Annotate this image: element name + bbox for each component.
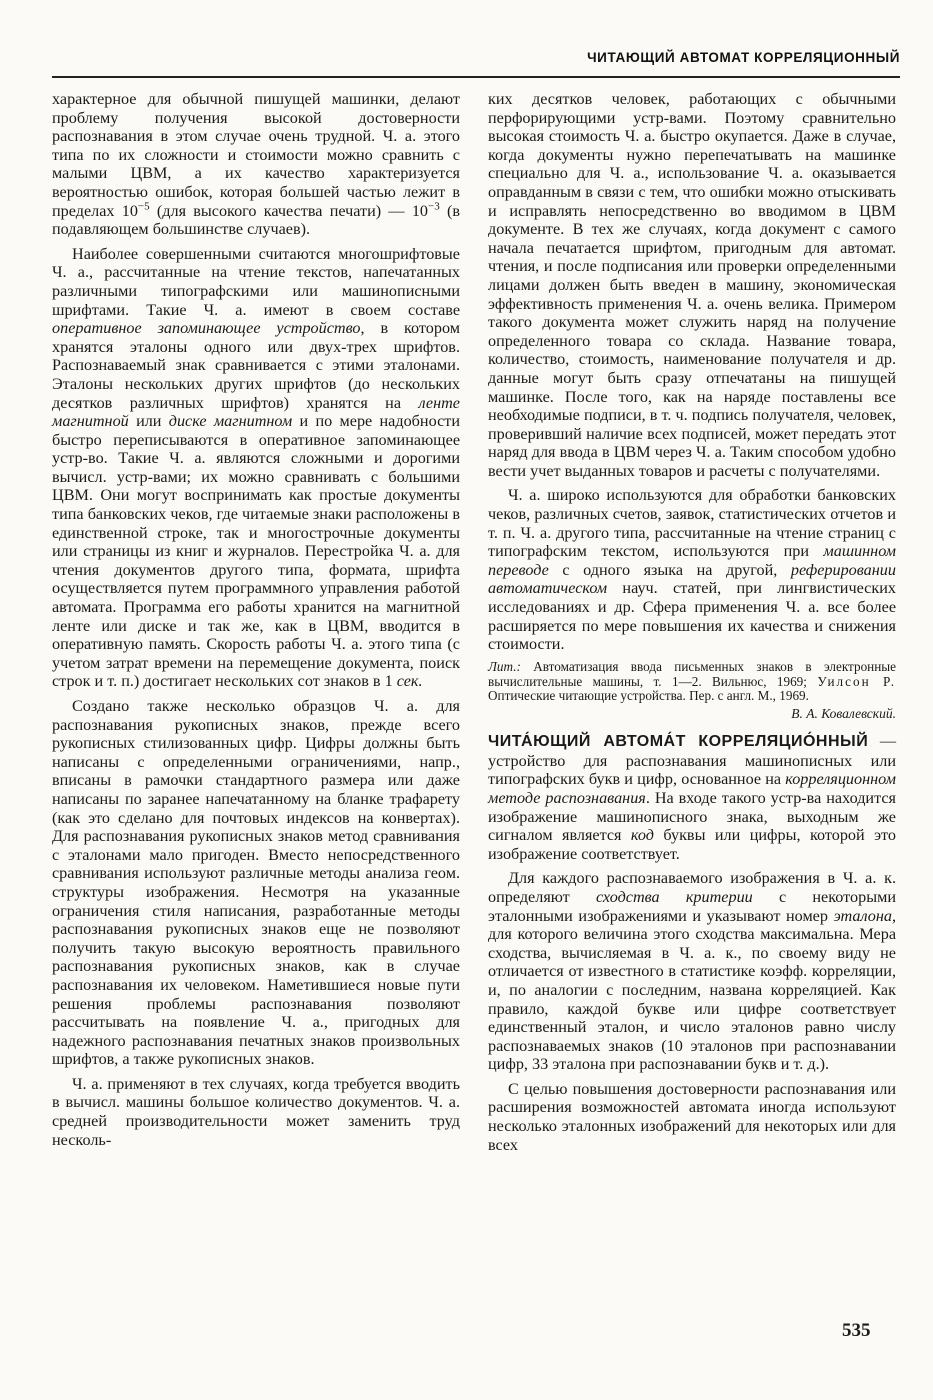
right-column — [488, 90, 896, 1160]
paragraph — [488, 869, 896, 1074]
header-rule — [52, 76, 900, 78]
cross-reference: эталона — [833, 906, 892, 925]
cross-reference: сходства критерии — [595, 887, 753, 906]
paragraph: Ч. а. применяют в тех случаях, когда требуется вводить в вычисл. машины большое количество документов. Ч. а. средней производительности может заменить труд несколь- — [52, 1074, 460, 1149]
text-run: — устройство для распознавания машинописных или типографских букв и цифр, основанное на — [488, 732, 897, 789]
paragraph: ких десятков человек, работающих с обычными перфорирующими устр-вами. Поэтому сравнительно высокая стоимость Ч. а. быстро окупается. Даже в случае, когда документы нужно перепечатывать на машинке специально для Ч. а., использование Ч. а. оказывается оправданным в связи с тем, что ошибки можно отыскивать и исправлять непосредственно во вводимом в ЦВМ документе. В тех же случаях, когда документ с самого начала печатается шрифтом, пригодным для автомат. чтения, и после подписания или проверки определенными лицами должен быть введен в машину, экономическая эффективность применения Ч. а. очень велика. Примером такого документа может служить наряд на получение определенного товара со склада. Название товара, количество, стоимость, наименование получателя и др. данные могут быть сразу отпечатаны на пишущей машинке. После того, как на наряде поставлены все необходимые подписи, в т. ч. подпись получателя, человек, проверивший наличие всех подписей, может передать этот наряд для ввода в ЦВМ через Ч. а. Таким способом удобно вести учет выданных товаров и расчеты с получателями. — [488, 90, 896, 480]
page-number: 535 — [842, 1320, 871, 1341]
cross-reference: ленте магнитной — [52, 393, 460, 431]
text-run: с некоторыми эталонными изображениями и указывают номер — [488, 887, 896, 925]
running-head: ЧИТАЮЩИЙ АВТОМАТ КОРРЕЛЯЦИОННЫЙ — [587, 50, 900, 65]
cross-reference: реферировании автоматическом — [488, 560, 896, 598]
left-column — [52, 90, 460, 1155]
text-run: , в котором хранятся эталоны одного или двух-трех шрифтов. Распознаваемый знак сравнивается с этими эталонами. Эталоны нескольких других шрифтов (до нескольких десятков различных шрифтов) хранятся на — [52, 319, 460, 412]
text-run: Для каждого распознаваемого изображения в Ч. а. к. определяют — [488, 869, 896, 906]
text-run: буквы или цифры, которой это изображение соответствует. — [488, 826, 896, 863]
text-run: , для которого величина этого сходства максимальна. Мера сходства, вычисляемая в Ч. а. к., по своему виду не отличается от известного в статистике коэфф. корреляции, и, по аналогии с последним, названа корреляцией. Как правило, каждой букве или цифре соответствует единственный эталон, и число эталонов равно числу распознаваемых знаков (10 эталонов при распознавании цифр, 33 эталона при распознавании букв и т. д.). — [488, 906, 896, 1074]
superscript: −3 — [428, 200, 440, 213]
author: Уилсон Р. — [817, 673, 896, 689]
paragraph — [52, 90, 460, 239]
text-run: (для высокого качества печати) — 10 — [149, 201, 429, 220]
text-run: характерное для обычной пишущей машинки, делают проблему получения высокой достоверности распознавания в этом случае очень трудной. Ч. а. этого типа по их сложности и стоимости можно сравнить с малыми ЦВМ, а их качество характеризуется вероятностью ошибок, которая большей частью лежит в пределах 10 — [52, 90, 460, 220]
author-signature: В. А. Ковалевский. — [791, 706, 896, 722]
cross-reference: код — [630, 826, 654, 845]
literature-label: Лит.: — [488, 658, 521, 674]
cross-reference: корреляционном методе распознавания — [488, 770, 896, 807]
paragraph — [488, 486, 896, 653]
text-run: с одного языка на другой, — [548, 560, 791, 579]
cross-reference: диске магнитном — [168, 412, 293, 431]
text-run: . На входе такого устр-ва находится изображение машинописного знака, выходным же сигналом является — [488, 788, 896, 845]
text-run: Автоматизация ввода письменных знаков в электронные вычислительные машины, т. 1—2. Вильнюс, 1969; — [488, 658, 896, 689]
paragraph: Создано также несколько образцов Ч. а. для распознавания рукописных знаков, прежде всего рукописных стилизованных цифр. Цифры должны быть написаны с определенными ограничениями, напр., вписаны в рамочки стандартного размера или даже написаны по заранее напечатанному на бланке трафарету (как это сделано для почтовых индексов на конвертах). Для распознавания рукописных знаков метод сравнивания с эталонами мало пригоден. Вместо непосредственного сравнивания используют различные методы анализа геом. структуры изображения. Несмотря на указанные ограничения стиля написания, разработанные методы распознавания рукописных знаков еще не позволяют получить такую высокую вероятность правильного распознавания рукописных знаков, как в случае распознавания их человеком. Наметившиеся новые пути решения проблемы распознавания позволяют рассчитывать на появление Ч. а., пригодных для надежного распознавания печатных знаков произвольных шрифтов, а также рукописных знаков. — [52, 697, 460, 1069]
entry-title: ЧИТА́ЮЩИЙ АВТОМА́Т КОРРЕЛЯЦИО́ННЫЙ — [488, 733, 869, 751]
text-run: Ч. а. широко используются для обработки банковских чеков, различных счетов, заявок, статистических отчетов и т. п. Ч. а. другого типа, рассчитанные на чтение страниц с типографским текстом, используются при — [488, 486, 896, 561]
cross-reference: машинном переводе — [488, 542, 896, 579]
text-run: науч. статей, при лингвистических исследованиях и др. Сфера применения Ч. а. все более расширяется по мере повышения их качества и снижения стоимости. — [488, 579, 896, 654]
text-run: или — [128, 412, 169, 431]
paragraph — [52, 245, 460, 691]
text-run: и по мере надобности быстро переписываются в оперативное запоминающее устр-во. Такие Ч. а. являются сложными и дорогими вычисл. устр-вами; их можно сравнивать с большими ЦВМ. Они могут воспринимать как простые документы типа банковских чеков, где читаемые знаки расположены в единственной строке, так и многострочные документы или страницы из книг и журналов. Перестройка Ч. а. для чтения документов другого типа, формата, шрифта осуществляется путем программного управления работой автомата. Программа его работы хранится на магнитной ленте или диске и так же, как в ЦВМ, вводится в оперативную память. Скорость работы Ч. а. этого типа (с учетом затрат времени на перемещение документа, поиск строк и т. п.) достигает нескольких сот знаков в 1 — [52, 412, 460, 691]
text-run: Оптические читающие устройства. Пер. с англ. М., 1969. — [488, 688, 809, 704]
paragraph: С целью повышения достоверности распознавания или расширения возможностей автомата иногда используют несколько эталонных изображений для некоторых или для всех — [488, 1079, 896, 1154]
literature — [488, 660, 896, 704]
cross-reference: оперативное запоминающее устройство — [52, 319, 361, 338]
unit: сек. — [396, 672, 423, 691]
text-run: Наиболее совершенными считаются многошрифтовые Ч. а., рассчитанные на чтение текстов, напечатанных различными типографскими или машинописными шрифтами. Такие Ч. а. имеют в своем составе — [52, 244, 460, 319]
text-run: (в подавляющем большинстве случаев). — [52, 201, 460, 239]
entry-paragraph — [488, 732, 896, 863]
superscript: −5 — [137, 200, 150, 213]
